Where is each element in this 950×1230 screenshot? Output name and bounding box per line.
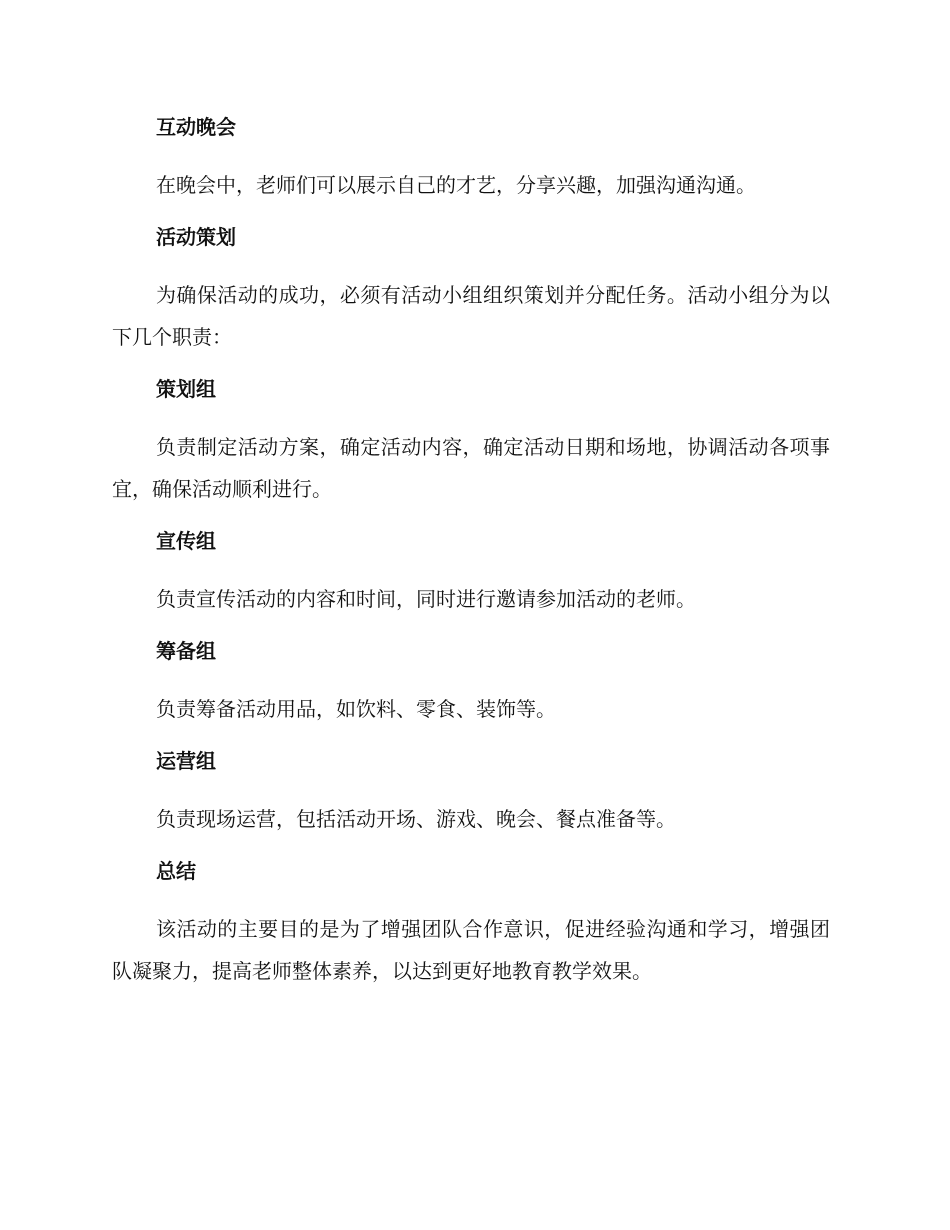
section-paragraph: 负责现场运营，包括活动开场、游戏、晚会、餐点准备等。 (156, 807, 676, 831)
section-planning-group (112, 372, 830, 510)
section-activity-planning (112, 220, 830, 358)
section-heading: 总结 (156, 859, 196, 883)
section-preparation-group (112, 634, 830, 730)
section-paragraph: 为确保活动的成功，必须有活动小组组织策划并分配任务。活动小组分为以下几个职责： (112, 283, 830, 349)
section-paragraph: 在晚会中，老师们可以展示自己的才艺，分享兴趣，加强沟通沟通。 (156, 173, 756, 197)
section-paragraph: 负责筹备活动用品，如饮料、零食、装饰等。 (156, 697, 556, 721)
section-heading: 宣传组 (156, 529, 216, 553)
section-paragraph: 负责制定活动方案，确定活动内容，确定活动日期和场地，协调活动各项事宜，确保活动顺利进行。 (112, 435, 830, 501)
section-heading: 策划组 (156, 377, 216, 401)
section-heading: 筹备组 (156, 639, 216, 663)
section-summary (112, 854, 830, 992)
section-paragraph: 负责宣传活动的内容和时间，同时进行邀请参加活动的老师。 (156, 587, 696, 611)
section-heading: 活动策划 (156, 225, 236, 249)
section-heading: 运营组 (156, 749, 216, 773)
section-heading: 互动晚会 (156, 115, 236, 139)
document-body (112, 110, 830, 1006)
section-operations-group (112, 744, 830, 840)
section-interactive-party (112, 110, 830, 206)
section-paragraph: 该活动的主要目的是为了增强团队合作意识，促进经验沟通和学习，增强团队凝聚力，提高老师整体素养，以达到更好地教育教学效果。 (112, 917, 830, 983)
section-publicity-group (112, 524, 830, 620)
